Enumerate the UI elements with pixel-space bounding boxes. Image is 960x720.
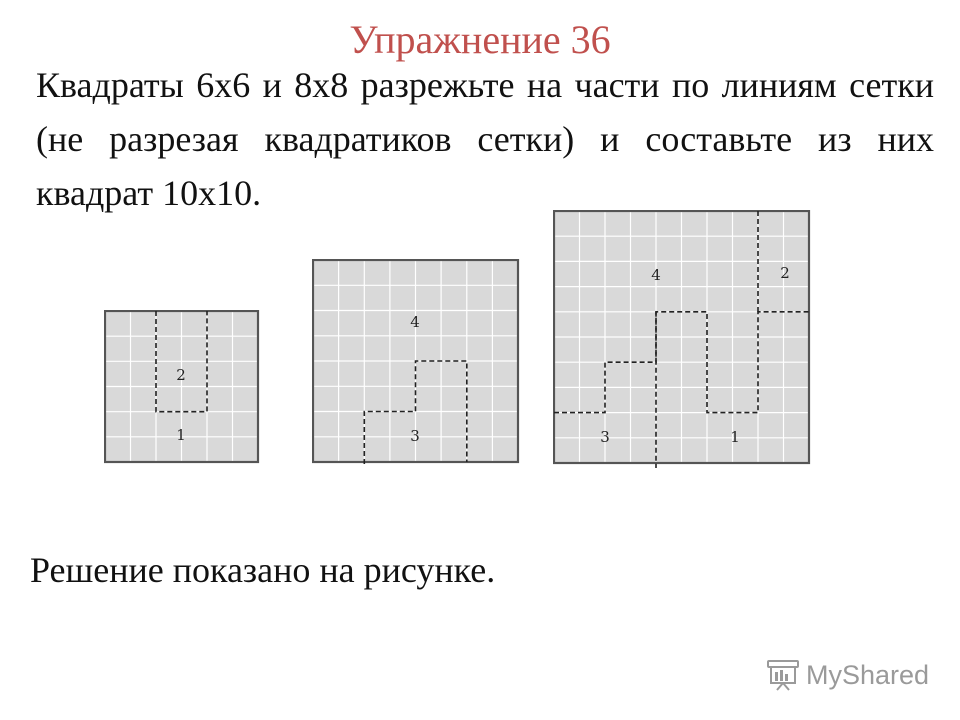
piece-label: 1: [730, 428, 740, 446]
piece-label: 1: [176, 426, 186, 444]
piece-label: 4: [651, 266, 661, 284]
piece-label: 3: [410, 427, 420, 445]
piece-label: 3: [600, 428, 610, 446]
page-title: Упражнение 36: [349, 17, 611, 62]
piece-label: 2: [176, 366, 186, 384]
watermark-text: MyShared: [806, 659, 930, 690]
solution-text: Решение показано на рисунке.: [30, 550, 496, 590]
watermark-logo: [766, 655, 929, 695]
presentation-icon: [766, 659, 800, 691]
square-10x10-figure: [553, 210, 811, 468]
square-8x8-figure: [312, 259, 520, 464]
piece-label: 2: [780, 264, 790, 282]
problem-statement: Квадраты 6х6 и 8х8 разрежьте на части по линиям сетки (не разрезая квадратиков сетки) и составьте из них квадрат 10х10.: [36, 65, 934, 213]
square-6x6-figure: [104, 310, 260, 464]
piece-label: 4: [410, 313, 420, 331]
